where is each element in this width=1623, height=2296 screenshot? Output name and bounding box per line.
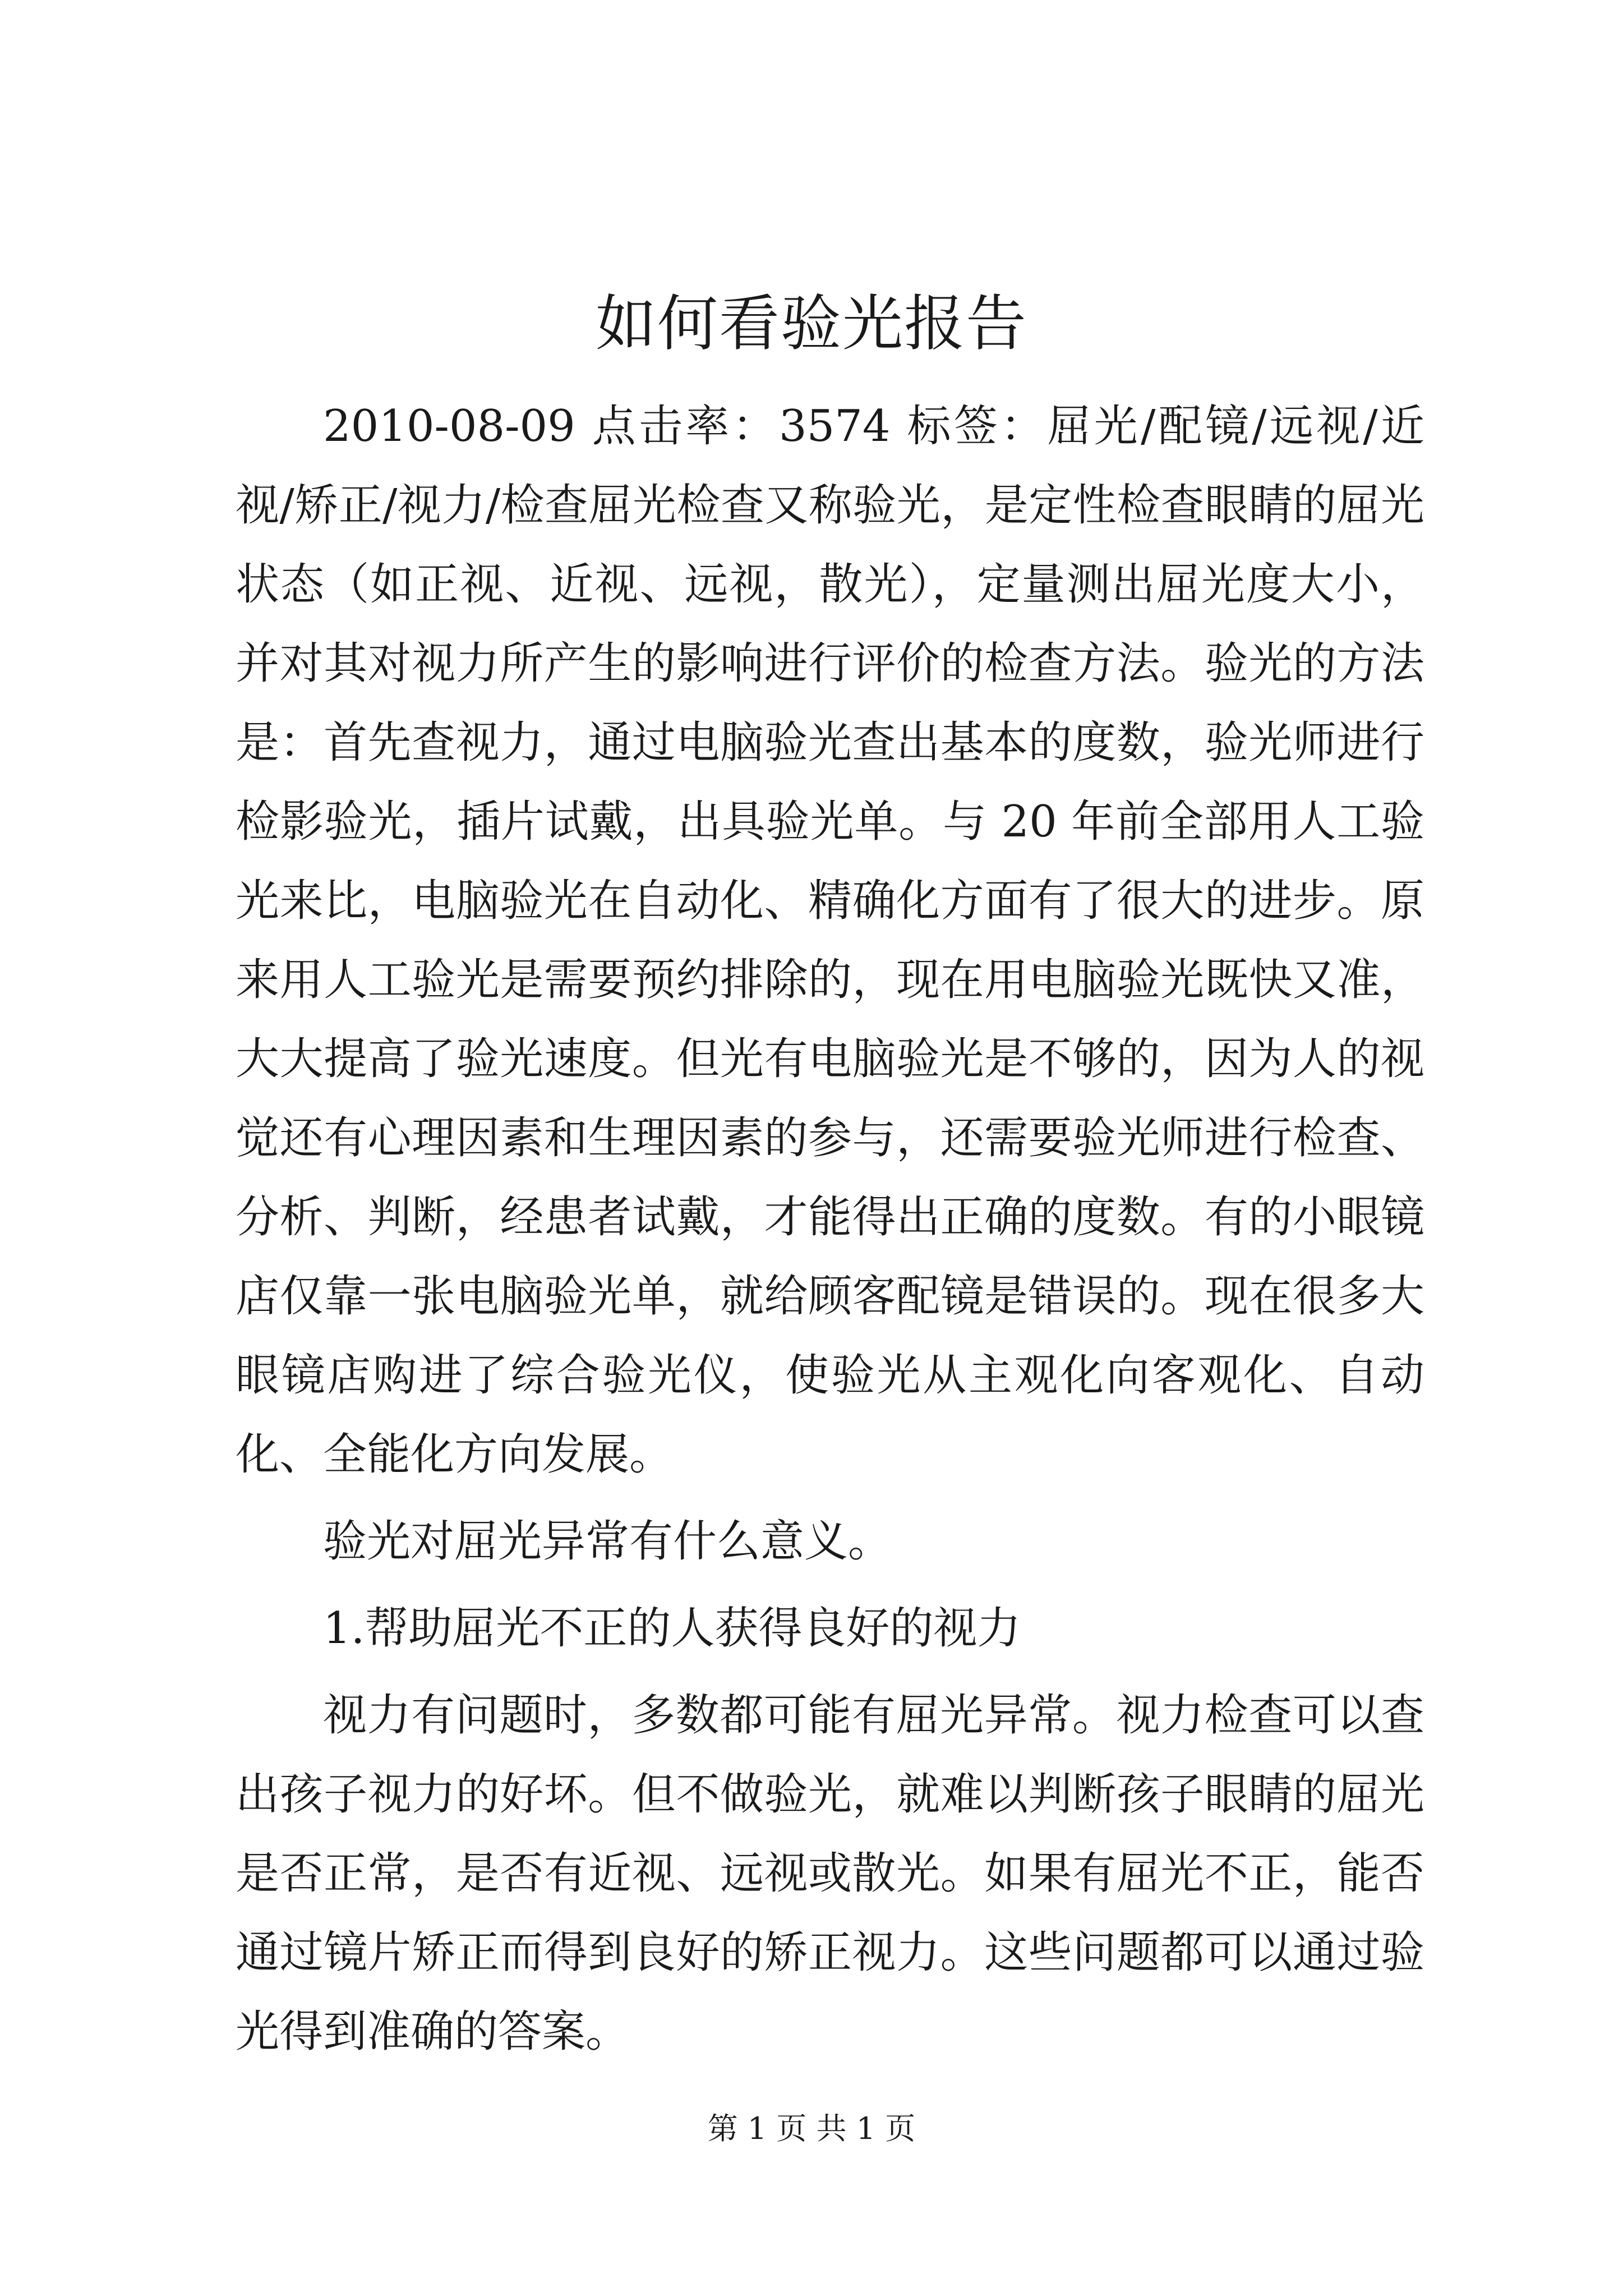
document-title: 如何看验光报告 [595, 289, 1027, 359]
paragraph-heading-1: 1.帮助屈光不正的人获得良好的视力 [323, 1603, 1021, 1654]
document-body [236, 387, 1424, 2072]
paragraph-vision: 视力有问题时，多数都可能有屈光异常。视力检查可以查出孩子视力的好坏。但不做验光，就难以判断孩子眼睛的屈光是否正常，是否有近视、远视或散光。如果有屈光不正，能否通过镜片矫正而得到良好的矫正视力。这些问题都可以通过验光得到准确的答案。 [236, 1690, 1424, 2057]
paragraph-question: 验光对屈光异常有什么意义。 [323, 1516, 892, 1567]
paragraph-intro: 2010-08-09 点击率：3574 标签：屈光/配镜/远视/近视/矫正/视力/检查屈光检查又称验光，是定性检查眼睛的屈光状态（如正视、近视、远视，散光），定量测出屈光度大小，并对其对视力所产生的影响进行评价的检查方法。验光的方法是：首先查视力，通过电脑验光查出基本的度数，验光师进行检影验光，插片试戴，出具验光单。与 20 年前全部用人工验光来比，电脑验光在自动化、精确化方面有了很大的进步。原来用人工验光是需要预约排除的，现在用电脑验光既快又准，大大提高了验光速度。但光有电脑验光是不够的，因为人的视觉还有心理因素和生理因素的参与，还需要验光师进行检查、分析、判断，经患者试戴，才能得出正确的度数。有的小眼镜店仅靠一张电脑验光单，就给顾客配镜是错误的。现在很多大眼镜店购进了综合验光仪，使验光从主观化向客观化、自动化、全能化方向发展。 [236, 401, 1424, 1480]
page-number-footer: 第 1 页 共 1 页 [707, 2111, 916, 2146]
